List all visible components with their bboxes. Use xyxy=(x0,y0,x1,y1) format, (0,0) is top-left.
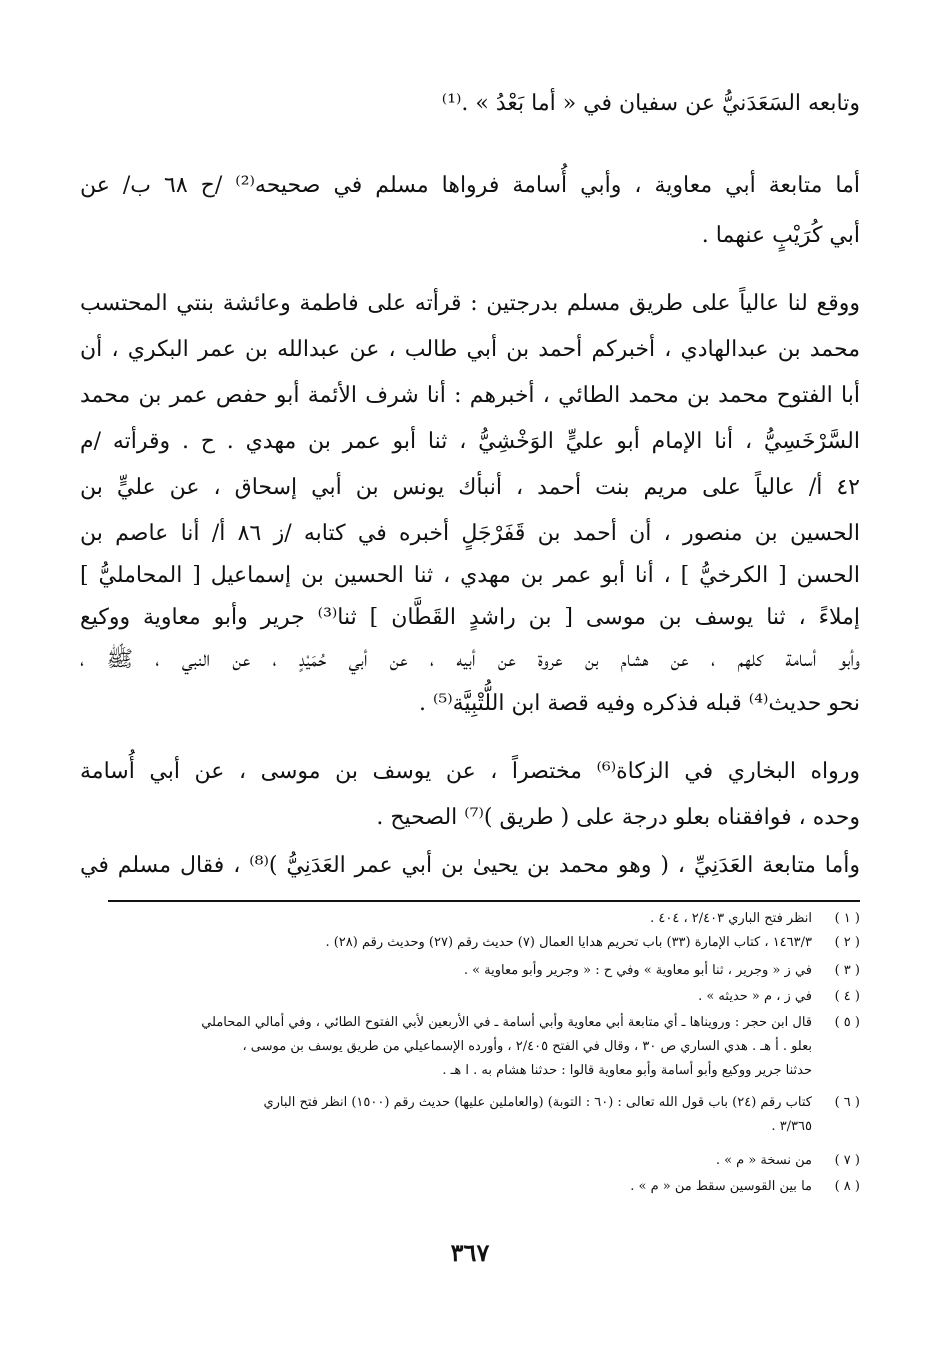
footnote-text: كتاب رقم (٢٤) باب قول الله تعالى : (٦٠ : التوبة) (والعاملين عليها) حديث رقم (١٥٠٠) انظر فتح الباري xyxy=(263,1095,812,1110)
body-line: نحو حديث⁽⁴⁾ قبله فذكره وفيه قصة ابن اللُّتْبِيَّة⁽⁵⁾ . xyxy=(419,691,860,716)
footnote-number: ( ٣ ) xyxy=(834,963,860,978)
footnote-number: ( ٥ ) xyxy=(834,1015,860,1030)
body-line: الحسن [ الكرخيُّ ] ، أنا أبو عمر بن مهدي ، ثنا الحسين بن إسماعيل [ المحامليُّ ] xyxy=(80,563,860,588)
footnote-number: ( ١ ) xyxy=(834,911,860,926)
footnote-1 xyxy=(80,906,860,932)
body-line: وتابعه السَعَدَنيُّ عن سفيان في « أما بَعْدُ » .⁽¹⁾ xyxy=(441,91,860,116)
body-line: أبا الفتوح محمد بن محمد الطائي ، أخبرهم : أنا شرف الأئمة أبو حفص عمر بن محمد xyxy=(80,383,860,408)
body-line: محمد بن عبدالهادي ، أخبركم أحمد بن أبي طالب ، عن عبدالله بن عمر البكري ، أن xyxy=(80,337,860,362)
body-line: ووقع لنا عالياً على طريق مسلم بدرجتين : قرأته على فاطمة وعائشة بنتي المحتسب xyxy=(80,291,860,316)
footnote-number: ( ٢ ) xyxy=(834,935,860,950)
body-line: أما متابعة أبي معاوية ، وأبي أُسامة فرواها مسلم في صحيحه⁽²⁾ /ح ٦٨ ب/ عن xyxy=(80,173,860,198)
footnote-separator xyxy=(108,900,860,902)
footnote-number: ( ٦ ) xyxy=(834,1095,860,1110)
footnote-text: ما بين القوسين سقط من « م » . xyxy=(630,1179,812,1194)
footnote-text: قال ابن حجر : ورويناها ـ أي متابعة أبي معاوية وأبي أسامة ـ في الأربعين لأبي الفتوح الطائي ، وفي أمالي المحاملي xyxy=(201,1015,812,1030)
footnote-5 xyxy=(80,1010,860,1036)
footnote-5-continued: بعلو . أ هـ . هدي الساري ص ٣٠ ، وقال في الفتح ٢/٤٠٥ ، وأورده الإسماعيلي من طريق يوسف بن موسى ، xyxy=(242,1039,812,1054)
footnote-8 xyxy=(80,1174,860,1200)
body-line: السَّرْخَسِيُّ ، أنا الإمام أبو عليٍّ الوَخْشِيُّ ، ثنا أبو عمر بن مهدي . ح . وقرأته /م xyxy=(80,429,860,454)
footnote-number: ( ٨ ) xyxy=(834,1179,860,1194)
footnote-number: ( ٤ ) xyxy=(834,989,860,1004)
footnote-number: ( ٧ ) xyxy=(834,1153,860,1168)
footnote-text: ١٤٦٣/٣ ، كتاب الإمارة (٣٣) باب تحريم هدايا العمال (٧) حديث رقم (٢٧) وحديث رقم (٢٨) . xyxy=(325,935,812,950)
body-line: أبي كُرَيْبٍ عنهما . xyxy=(701,223,860,248)
footnote-6-continued: ٣/٣٦٥ . xyxy=(771,1119,812,1134)
body-line: إملاءً ، ثنا يوسف بن موسى [ بن راشدٍ القَطَّان ] ثنا⁽³⁾ جرير وأبو معاوية ووكيع xyxy=(80,605,860,630)
body-line: وأما متابعة العَدَنِيِّ ، ( وهو محمد بن يحيىٰ بن أبي عمر العَدَنِيُّ )⁽⁸⁾ ، فقال مسلم في xyxy=(80,853,860,878)
body-line: وأبو أسامة كلهم ، عن هشام بن عروة عن أبيه ، عن أبي حُمَيْدٍ ، عن النبي ، ﷺ ، xyxy=(80,647,860,672)
body-line: ورواه البخاري في الزكاة⁽⁶⁾ مختصراً ، عن يوسف بن موسى ، عن أبي أُسامة xyxy=(80,759,861,784)
body-line: الحسين بن منصور ، أن أحمد بن قَفَرْجَلٍ أخبره في كتابه /ز ٨٦ أ/ أنا عاصم بن xyxy=(80,521,860,546)
body-line: ٤٢ أ/ عالياً على مريم بنت أحمد ، أنبأك يونس بن أبي إسحاق ، عن عليٍّ بن xyxy=(80,475,860,500)
footnote-text: انظر فتح الباري ٢/٤٠٣ ، ٤٠٤ . xyxy=(650,911,812,926)
footnote-2 xyxy=(80,930,860,956)
footnote-text: في ز ، م « حديثه » . xyxy=(698,989,812,1004)
footnote-4 xyxy=(80,984,860,1010)
footnote-3 xyxy=(80,958,860,984)
footnote-text: من نسخة « م » . xyxy=(715,1153,812,1168)
footnote-7 xyxy=(80,1148,860,1174)
body-line: وحده ، فوافقناه بعلو درجة على ( طريق )⁽⁷⁾ الصحيح . xyxy=(376,805,860,830)
footnote-6 xyxy=(80,1090,860,1116)
book-page xyxy=(80,0,860,1365)
page-number: ٣٦٧ xyxy=(450,1238,490,1267)
footnote-text: في ز « وجرير ، ثنا أبو معاوية » وفي ح : « وجرير وأبو معاوية » . xyxy=(463,963,812,978)
footnote-5-continued: حدثنا جرير ووكيع وأبو أسامة وأبو معاوية قالوا : حدثنا هشام به . ا هـ . xyxy=(442,1063,812,1078)
